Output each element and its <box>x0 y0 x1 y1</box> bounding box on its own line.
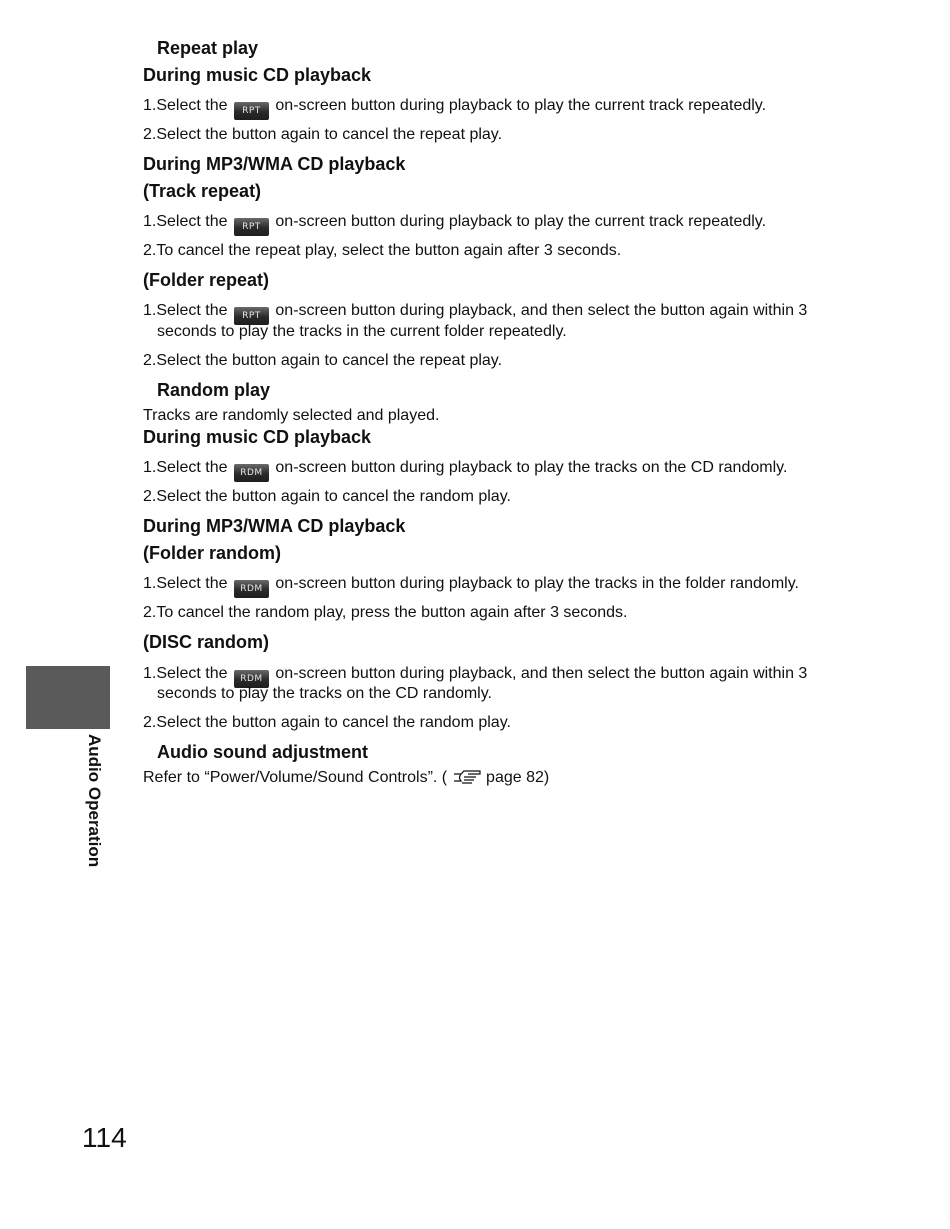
step-text: 1.Select the <box>143 97 228 114</box>
side-tab-label: Audio Operation <box>85 734 104 868</box>
step-text: 1.Select the <box>143 575 228 592</box>
disc-random-heading: (DISC random) <box>143 632 269 652</box>
step-text: on-screen button during playback, and then select the button again within 3 <box>275 665 808 682</box>
step-text: 1.Select the <box>143 665 228 682</box>
track-repeat-step-1 <box>143 213 766 236</box>
repeat-cd-step-1 <box>143 97 766 120</box>
random-intro: Tracks are randomly selected and played. <box>143 407 440 424</box>
repeat-play-heading: Repeat play <box>157 38 259 58</box>
random-cd-step-2: 2.Select the button again to cancel the random play. <box>143 488 511 505</box>
rpt-button-icon: RPT <box>234 102 269 120</box>
rdm-button-icon: RDM <box>234 464 269 482</box>
page-number: 114 <box>82 1122 127 1153</box>
folder-repeat-step-1-cont: seconds to play the tracks in the current folder repeatedly. <box>157 323 567 340</box>
folder-random-step-2: 2.To cancel the random play, press the button again after 3 seconds. <box>143 604 628 621</box>
step-text: 1.Select the <box>143 459 228 476</box>
step-text: on-screen button during playback to play the tracks on the CD randomly. <box>275 459 788 476</box>
track-repeat-step-2: 2.To cancel the repeat play, select the button again after 3 seconds. <box>143 242 622 259</box>
folder-random-step-1 <box>143 575 799 598</box>
repeat-mp3-heading: During MP3/WMA CD playback <box>143 154 406 174</box>
reference-page: page 82) <box>486 769 550 786</box>
reference-text: Refer to “Power/Volume/Sound Controls”. ( <box>143 769 448 786</box>
rdm-button-icon: RDM <box>234 670 269 688</box>
side-tab-block <box>26 666 110 729</box>
repeat-cd-heading: During music CD playback <box>143 65 372 85</box>
folder-random-heading: (Folder random) <box>143 543 281 563</box>
folder-repeat-step-1 <box>143 302 807 325</box>
random-cd-step-1 <box>143 459 787 482</box>
pointing-hand-icon <box>452 769 482 790</box>
track-repeat-heading: (Track repeat) <box>143 181 262 201</box>
random-cd-heading: During music CD playback <box>143 427 372 447</box>
folder-repeat-heading: (Folder repeat) <box>143 270 270 290</box>
rpt-button-icon: RPT <box>234 218 269 236</box>
disc-random-step-2: 2.Select the button again to cancel the random play. <box>143 714 511 731</box>
disc-random-step-1-cont: seconds to play the tracks on the CD randomly. <box>157 685 492 702</box>
step-text: on-screen button during playback to play the current track repeatedly. <box>275 213 767 230</box>
step-text: on-screen button during playback to play the current track repeatedly. <box>275 97 767 114</box>
rpt-button-icon: RPT <box>234 307 269 325</box>
step-text: on-screen button during playback, and then select the button again within 3 <box>275 302 808 319</box>
step-text: 1.Select the <box>143 302 228 319</box>
rdm-button-icon: RDM <box>234 580 269 598</box>
step-text: on-screen button during playback to play the tracks in the folder randomly. <box>275 575 799 592</box>
audio-reference <box>143 769 549 790</box>
random-mp3-heading: During MP3/WMA CD playback <box>143 516 406 536</box>
repeat-cd-step-2: 2.Select the button again to cancel the repeat play. <box>143 126 503 143</box>
step-text: 1.Select the <box>143 213 228 230</box>
random-play-heading: Random play <box>157 380 271 400</box>
folder-repeat-step-2: 2.Select the button again to cancel the repeat play. <box>143 352 503 369</box>
audio-adjustment-heading: Audio sound adjustment <box>157 742 368 762</box>
